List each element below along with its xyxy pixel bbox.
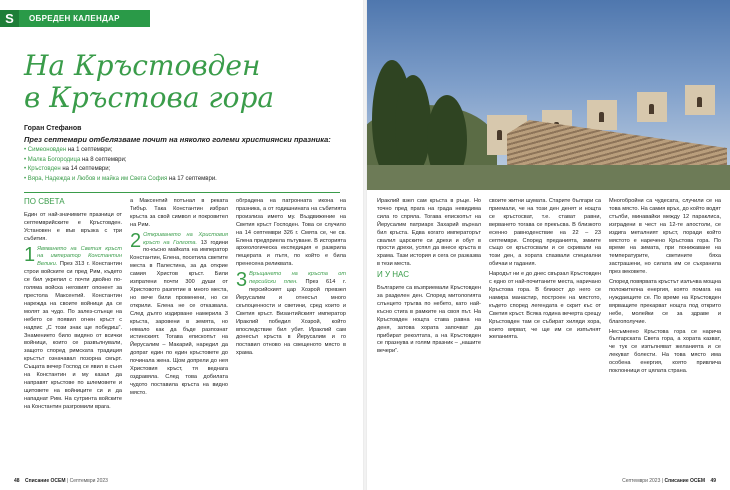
- paragraph: Ираклий взел сам кръста в ръце. Но точно пред прага на града невидима сила го спряла. Тогава епископът на Йерусалим патриарх Захарий върнал бил кръста. Едва когато императорът свалил царските си дрехи и обут в прости дрехи, успял да внесе кръста в храма. Тази история и сега се разказва в тези места.: [377, 198, 481, 268]
- page-number: 49: [710, 478, 716, 484]
- arch-window: [599, 112, 604, 122]
- article-title: [24, 50, 324, 114]
- issue-date: Септември 2023: [622, 478, 661, 484]
- ground: [367, 165, 730, 190]
- magazine-name: Списание ОСЕМ: [24, 478, 66, 484]
- logo-letter: S: [5, 11, 14, 26]
- paragraph: [130, 229, 228, 398]
- point-heading: Откриването на Христовия кръст на Голгота.: [143, 231, 228, 246]
- section-divider: [24, 192, 340, 193]
- monastery-photo: [367, 0, 730, 190]
- arch-window: [697, 97, 702, 107]
- point-number: 3: [236, 269, 248, 292]
- left-page: [0, 0, 363, 490]
- paragraph: Многобройни са чудесата, случили се на това място. На самия връх, до който водят стълби, минавайки между 12 параклиса, изградени в чест на 12-те апостоли, се издига металният кръст, поради който мястото е наречено Кръстова гора. По време на зимата, при понижаване на температурите, светините бяха застрашени, но силата им се съхранила през вековете.: [609, 198, 721, 276]
- text-column-3: [236, 198, 346, 470]
- paragraph: а Максентий потънал в реката Тибър. Така Константин избрал кръста за свой символ и покровител на Рим.: [130, 198, 228, 228]
- paragraph: своите житни шумата. Старите българи са приемали, че на този ден денят и нощта се кръстосват, т.е. стават равни, верването тогава се прекъсва. В близкото есенно равноденствие на 22 – 23 септември. Според преданията, змиите също се кръстосвали и се скривали на този ден, а хората спазвали специални обичаи и гадания.: [489, 198, 601, 268]
- issue-date: Септември 2023: [69, 478, 108, 484]
- text-column-2: [130, 198, 228, 470]
- text-column-4: [377, 198, 481, 470]
- text-column-6: [609, 198, 721, 470]
- feast-name: Кръстовден: [27, 166, 61, 172]
- title-line-1: На Кръстовден: [24, 49, 261, 82]
- feast-date: на 1 септември;: [66, 147, 113, 153]
- text-column-1: [24, 198, 122, 470]
- page-number: 48: [14, 478, 20, 484]
- tree: [395, 75, 431, 175]
- list-item: [24, 156, 217, 166]
- subheading-home: И У НАС: [377, 270, 409, 280]
- list-item: [24, 175, 217, 185]
- feast-list: [24, 146, 217, 184]
- paragraph-text: През 614 г. персийският цар Хозрой превзел Йерусалим и отнесъл много скъпоценности и светини, сред които и Светия кръст. Византийският император Ираклий победил Хозрой, който впоследствие бил убит. Ираклий сам донесъл кръста в Йерусалим и го поставил отново на свещеното място в храма.: [236, 279, 346, 357]
- paragraph: Народът ни е до днес свързал Кръстовден с едно от най-почитаните места, наричано Кръстова гора. В близост до него се намира манастир, построен на мястото, където според легендата е скрит къс от Светия кръст. Всяка година вечерта срещу Кръстовден там се събират хиляди хора, които вярват, че ще им се изпълнят желанията.: [489, 271, 601, 341]
- intro-paragraph: Един от най-значимите празници от септемврийските е Кръстовден. Установен е във връзка с три събития.: [24, 211, 122, 242]
- paragraph: обградена на патронната икона на празника, а от годишнината на събитията произлиза името му. Въздвижение на Светия кръст Господен. Това се случило на 14 септември 326 г. Смята се, че св. Елена предприела пътуване. В историята археологическа експедиция е разкрила пещерата и пътя, по който е била пренесена реликвата.: [236, 198, 346, 268]
- paragraph: Според повярвата кръстът излъчва мощна положителна енергия, която помага на нуждаещите се. По време на Кръстовден вярващите прекарват нощта под открито небе, молейки се за здраве и благополучие.: [609, 279, 721, 325]
- point-heading: Връщането на кръста от персийски плен.: [249, 271, 346, 286]
- section-label: ОБРЕДЕН КАЛЕНДАР: [29, 14, 120, 23]
- text-column-5: [489, 198, 601, 470]
- arch-window: [497, 130, 502, 140]
- subheading-world: ПО СВЕТА: [24, 198, 65, 206]
- list-item: [24, 165, 217, 175]
- feast-name: Малка Богородица: [27, 156, 81, 163]
- section-header: [0, 10, 150, 27]
- arch-window: [649, 104, 654, 114]
- article-lede: През септември отбелязваме почит на няколко големи християнски празника:: [24, 135, 331, 144]
- feast-date: на 17 септември.: [167, 175, 217, 182]
- author-byline: Горан Стефанов: [24, 125, 82, 132]
- paragraph-text: През 313 г. Константин строи войските си пред Рим, където се бил укрепил с почти двойно по-голяма войска неговият опонент за престола Максентий. Константин нарежда на своите войници да се молят за чудо. По залез-слънце на небето се появил огнен кръст с надпис „С този знак ще победиш“. Знамението било видяно от всички войници, които се развълнували, защото според римската традиция кръстът означавал позорна смърт. Същата вечер Господ се явил в съня на Константин и му казал да направят кръстове по шлемовете и щитовете на войниците си и да нападнат Рим. На сутринта войските на Константин разгромили врага.: [24, 261, 122, 410]
- point-number: 2: [130, 229, 142, 252]
- footer-right: Септември 2023 | Списание ОСЕМ 49: [622, 478, 716, 484]
- paragraph: [24, 243, 122, 412]
- paragraph: [236, 271, 346, 358]
- feast-date: на 8 септември;: [80, 156, 127, 163]
- feast-date: на 14 септември;: [60, 166, 111, 172]
- magazine-logo: [0, 10, 19, 27]
- feast-name: Вяра, Надежда и Любов и майка им Света София: [27, 175, 168, 182]
- feast-name: Симеоновден: [27, 147, 67, 153]
- magazine-name: Списание ОСЕМ: [664, 478, 706, 484]
- paragraph: Българите са възприемали Кръстовден за разделен ден. Според митологията слънцето тръгва по небето, като най-късно стига в рамките на своя път. На Кръстовден нощта става равна на деня, затова хората започват да прибират реколтата, а на Кръстовден се празнува и голям празник – „нашите вечери“.: [377, 285, 481, 355]
- paragraph: Несъмнено Кръстова гора се нарича българската Света гора, а хората казват, че тук се изпълняват желанията и се лекуват болести. На това място има особена енергия, която привлича поклонници от цялата страна.: [609, 328, 721, 375]
- point-number: 1: [24, 243, 36, 266]
- paragraph-text: 13 години по-късно майката на император Константин, Елена, посетила светите места в Палестина, за да открие самия Христов кръст. Били изпратени почти 300 души от Христовото разпятие в много места, но вече били променени, но се открили. Елена не се отказвала. След дълго издирване намерила 3 кръста, заровени в земята, но нямало как да бъде разпознат истинският. Тогава епископът на Йерусалим – Макарий, наредил да допрат един по един кръстовете до починала жена. Щом допрели до нея Христовия кръст, тя веднага оздравяла. След това добилата чудото поставила кръста на видно място.: [130, 239, 228, 396]
- point-heading: Явяването на Светия кръст на император Константин Велики.: [37, 245, 122, 268]
- right-page: [367, 0, 730, 490]
- list-item: [24, 146, 217, 156]
- title-line-2: в Кръстова гора: [24, 81, 275, 114]
- footer-left: 48 Списание ОСЕМ | Септември 2023: [14, 478, 108, 484]
